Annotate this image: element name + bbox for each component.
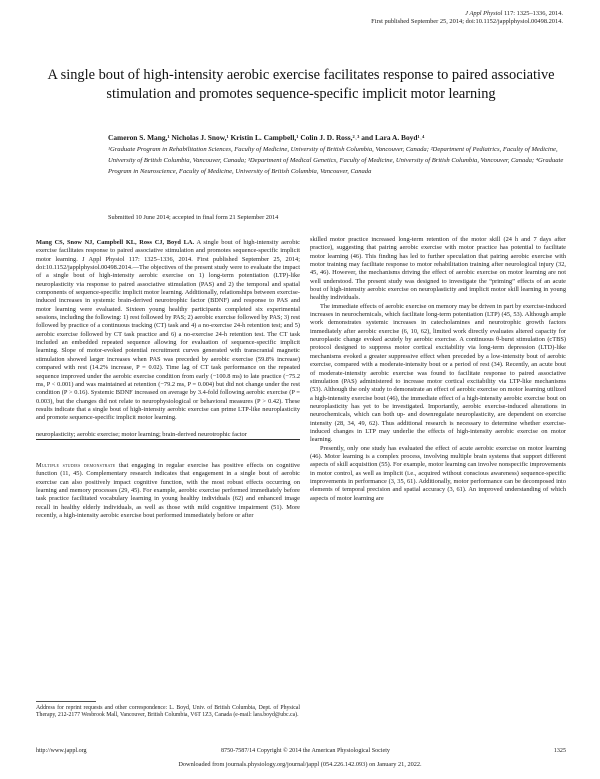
right-paragraph-1: skilled motor practice increased long-term retention of the motor skill (24 h and 7 days after practice), suggesting that pairing aerobic exercise with motor practice has potential to facilitate motor learning (46). This finding has led to further speculation that pairing aerobic exercise with motor training may facilitate response to motor rehabilitation training after neurological injury (32, 45, 46). However, the mechanisms driving the effect of aerobic exercise on motor learning are not well understood. The present study was designed to investigate the “priming” effects of an acute bout of high-intensity aerobic exercise on neuroplasticity and implicit motor skill learning in young healthy individuals. (310, 236, 566, 302)
correspondence-footnote: Address for reprint requests and other correspondence: L. Boyd, Univ. of British Columbia, Dept. of Physical Therapy, 212-2177 Wesbrook Mall, Vancouver, British Columbia, V6T 1Z3, Canada (e-mail: lara.boyd@ubc.ca). (36, 705, 300, 719)
page-number: 1325 (553, 748, 566, 754)
journal-url[interactable]: http://www.jappl.org (36, 748, 87, 754)
right-paragraph-2: The immediate effects of aerobic exercise on memory may be driven in part by exercise-induced increases in neurochemicals, which facilitate long-term potentiation (LTP) (45, 53). Although ample work demonstrates systemic increases in catecholamines and neurotrophic growth factors immediately after aerobic exercise (6, 10, 62), limited work directly evaluates altered capacity for neuroplastic change evoked acutely by aerobic exercise. A continuous θ-burst stimulation (cTBS) protocol designed to suppress motor cortical excitability via long-term depression (LTD)-like mechanisms evoked a greater suppressive effect when preceded by a low-intensity bout of aerobic exercise, compared with a moderate-intensity bout or a period of rest (34). Recently, an acute bout of moderate-intensity aerobic exercise was found to facilitate response to paired associative stimulation (PAS) administered to increase motor cortical excitability via LTP-like mechanisms (53). Although the only study to demonstrate an effect of aerobic exercise on motor learning utilized a high-intensity exercise bout (46), the immediate effect of a high-intensity aerobic exercise bout on neuroplasticity has yet to be investigated. Importantly, aerobic exercise-induced alterations in neurochemicals, which can both up- and downregulate neuroplasticity, are dependent on exercise intensity (28, 34, 49, 62). Thus additional research is necessary to determine whether exercise-induced changes in LTP may underlie the effects of high-intensity aerobic exercise on motor learning. (310, 302, 566, 444)
article-title: A single bout of high-intensity aerobic exercise facilitates response to paired associative stimulation and promotes sequence-specific implicit motor learning (47, 67, 555, 102)
journal-header (371, 10, 563, 26)
copyright-line: 8750-7587/14 Copyright © 2014 the American Physiological Society (221, 748, 390, 754)
right-paragraph-3: Presently, only one study has evaluated the effect of acute aerobic exercise on motor learning (46). Motor learning is a complex process, involving multiple brain systems that support different aspects of skill acquisition (55). For example, motor learning can involve nonspecific improvements in motor control, as well as implicit (i.e., acquired without conscious awareness) sequence-specific improvements in performance (3, 35, 61). Additionally, motor performance can be decomposed into elements of temporal precision and spatial accuracy (3, 61). An improved understanding of which aspects of motor learning are (310, 444, 566, 502)
page-footer (36, 748, 566, 757)
introduction (36, 462, 300, 520)
right-column (310, 236, 566, 503)
journal-name: J Appl Physiol (465, 10, 503, 17)
keywords: neuroplasticity; aerobic exercise; motor learning; brain-derived neurotrophic factor (36, 430, 247, 438)
abstract-divider (36, 439, 300, 440)
left-column (36, 239, 300, 439)
volume-pages: 117: 1325–1336, 2014. (503, 10, 563, 17)
intro-smallcaps: Multiple studies demonstrate (36, 462, 116, 469)
abstract-body: A single bout of high-intensity aerobic exercise facilitates response to paired associative stimulation and promotes sequence-specific implicit motor learning. J Appl Physiol 117: 1325–1336, 2014. First published September 25, 2014; doi:10.1152/japplphysiol.00498.2014.—The objectives of the present study were to evaluate the impact of a single bout of high-intensity aerobic exercise on 1) long-term potentiation (LTP)-like neuroplasticity via response to paired associative stimulation (PAS) and 2) the temporal and spatial components of sequence-specific implicit motor learning. Additionally, relationships between exercise-induced increases in systemic brain-derived neurotrophic factor (BDNF) and response to PAS and motor learning were evaluated. Sixteen young healthy participants completed six experimental sessions, including the following: 1) rest followed by PAS; 2) aerobic exercise followed by PAS; 3) rest followed by practice of a continuous tracking (CT) task and 4) a no-exercise 24-h retention test; and 5) aerobic exercise followed by CT task practice and 6) a no-exercise 24-h retention test. The CT task included an embedded repeated sequence allowing for evaluation of sequence-specific implicit learning. Slope of motor-evoked potential recruitment curves generated with transcranial magnetic stimulation showed larger increases when PAS was preceded by aerobic exercise (59.8% increase) compared with rest (14.2% increase, P = 0.02). Time lag of CT task performance on the repeated sequence improved under the aerobic exercise condition from early (−100.8 ms) to late practice (−75.2 ms, P < 0.001) and was maintained at retention (−79.2 ms, P = 0.004) but did not change under the rest condition (P > 0.16). Systemic BDNF increased on average by 3.4-fold following aerobic exercise (P = 0.003), but the changes did not relate to neurophysiological or behavioral measures (P > 0.42). These results indicate that a single bout of high-intensity aerobic exercise can prime LTP-like neuroplasticity and promote sequence-specific implicit motor learning. (36, 239, 300, 422)
footnote-rule (36, 701, 96, 702)
published-line: First published September 25, 2014; doi:10.1152/japplphysiol.00498.2014. (371, 18, 563, 25)
author-affiliations: ¹Graduate Program in Rehabilitation Sciences, Faculty of Medicine, University of British Columbia, Vancouver, Canada; ²Department of Pediatrics, Faculty of Medicine, University of British Columbia, Vancouver, Canada; ³Department of Medical Genetics, Faculty of Medicine, University of British Columbia, Vancouver, Canada; ⁴Graduate Program in Neuroscience, Faculty of Medicine, University of British Columbia, Vancouver, Canada (108, 146, 564, 175)
submission-dates: Submitted 10 June 2014; accepted in final form 21 September 2014 (108, 214, 279, 221)
author-block (108, 133, 568, 177)
abstract (36, 239, 300, 423)
intro-paragraph: that engaging in regular exercise has positive effects on cognitive function (11, 45). Complementary research indicates that engagement in a single bout of aerobic exercise can also positively impact cognitive function, with the most robust effects occurring on learning and memory processes (29, 45). For example, aerobic exercise performed immediately before task practice facilitated vocabulary learning in young healthy individuals (62) and enhanced image recall in healthy elderly individuals, as well as those with mild cognitive impairment (51). More recently, a high-intensity aerobic exercise bout performed immediately before or after (36, 462, 300, 520)
download-notice: Downloaded from journals.physiology.org/journal/jappl (054.226.142.093) on January 21, 2022. (178, 761, 422, 768)
author-names: Cameron S. Mang,¹ Nicholas J. Snow,¹ Kristin L. Campbell,¹ Colin J. D. Ross,²˒³ and Lara A. Boyd¹˒⁴ (108, 133, 425, 142)
abstract-citation-lead: Mang CS, Snow NJ, Campbell KL, Ross CJ, Boyd LA. (36, 239, 195, 246)
